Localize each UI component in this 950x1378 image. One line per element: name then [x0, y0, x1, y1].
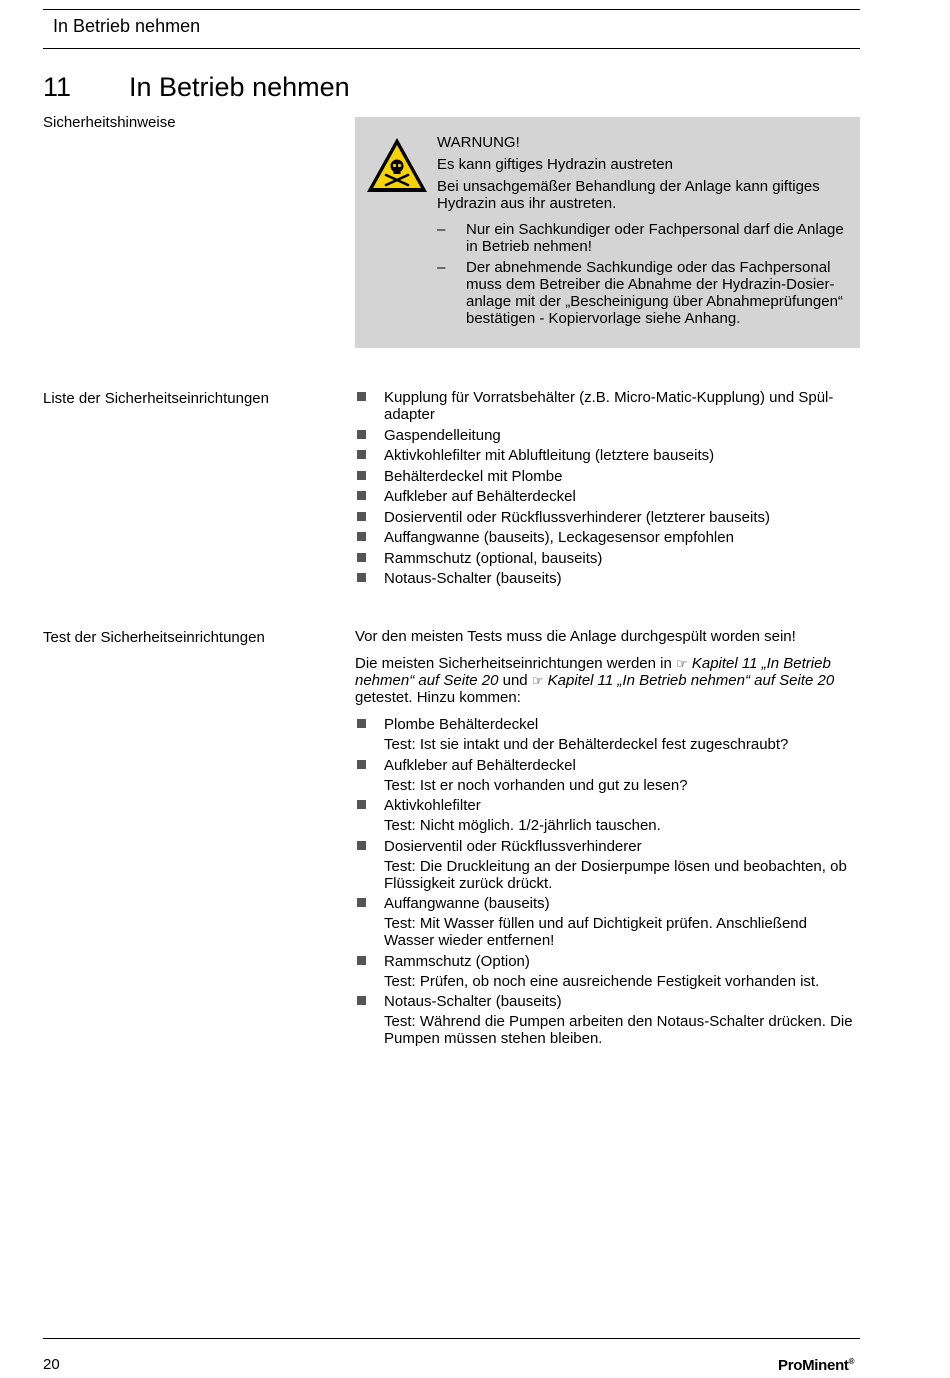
test-paragraph-start: Die meisten Sicherheitseinrichtungen werden in: [355, 655, 677, 672]
warning-item: – Nur ein Sachkundiger oder Fachpersonal darf die Anlage in Betrieb nehmen!: [437, 221, 847, 255]
test-item: [355, 716, 860, 753]
warning-signal-word: WARNUNG!: [437, 134, 520, 151]
list-item: Gaspendelleitung: [355, 427, 860, 444]
test-paragraph: [355, 655, 860, 706]
cross-reference-link[interactable]: Kapitel 11 „In Betrieb nehmen“ auf Seite 20: [355, 655, 831, 689]
logo-text: ProMinent: [778, 1357, 849, 1374]
test-item: [355, 838, 860, 892]
test-item-name: Dosierventil oder Rückflussverhinderer: [384, 837, 642, 855]
list-item: Auffangwanne (bauseits), Leckagesensor empfohlen: [355, 529, 860, 546]
warning-list: [437, 221, 847, 327]
test-intro: Vor den meisten Tests muss die Anlage durchgespült worden sein!: [355, 628, 796, 645]
warning-text: [437, 134, 847, 331]
warning-subtitle: Es kann giftiges Hydrazin austreten: [437, 156, 673, 173]
test-paragraph-end: getestet. Hinzu kommen:: [355, 689, 521, 706]
test-item-name: Notaus-Schalter (bauseits): [384, 993, 562, 1010]
section-label-safety-list: Liste der Sicherheitseinrichtungen: [43, 390, 269, 407]
list-item: Dosierventil oder Rückflussverhinderer (letzterer bauseits): [355, 509, 860, 526]
test-item: [355, 797, 860, 834]
section-label-safety-test: Test der Sicherheitseinrichtungen: [43, 629, 265, 646]
test-item-test: Test: Ist sie intakt und der Behälterdeckel fest zugeschraubt?: [384, 736, 789, 753]
test-item-name: Aufkleber auf Behälterdeckel: [384, 756, 576, 774]
section-label-safety-notes: Sicherheitshinweise: [43, 114, 176, 131]
cross-reference-icon: ☞: [531, 673, 544, 688]
list-item: Notaus-Schalter (bauseits): [355, 570, 860, 587]
safety-test-content: [355, 628, 860, 1051]
list-item: Behälterdeckel mit Plombe: [355, 468, 860, 485]
list-item: Kupplung für Vorratsbehälter (z.B. Micro-Matic-Kupplung) und Spüladapter: [355, 389, 860, 423]
list-item: Rammschutz (optional, bauseits): [355, 550, 860, 567]
test-item-test: Test: Während die Pumpen arbeiten den Notaus-Schalter drücken. Die Pumpen müssen stehen bleiben.: [384, 1013, 853, 1047]
test-item-test: Test: Prüfen, ob noch eine ausreichende Festigkeit vorhanden ist.: [384, 972, 820, 990]
test-item-test: Test: Ist er noch vorhanden und gut zu lesen?: [384, 776, 688, 794]
footer-rule: [43, 1338, 860, 1339]
test-item-test: Test: Die Druckleitung an der Dosierpumpe lösen und beobachten, ob Flüssigkeit zurück drückt.: [384, 857, 847, 892]
test-list: [355, 716, 860, 1047]
cross-reference-link[interactable]: Kapitel 11 „In Betrieb nehmen“ auf Seite 20: [547, 672, 835, 689]
test-item: [355, 993, 860, 1047]
list-item: Aufkleber auf Behälterdeckel: [355, 488, 860, 505]
warning-item: – Der abnehmende Sachkundige oder das Fachpersonal muss dem Betreiber die Abnahme der Hydrazin-Dosieranlage mit der „Bescheinigung über Abnahmeprüfungen“ bestätigen - Kopiervorlage siehe Anhang.: [437, 259, 847, 327]
cross-reference-icon: ☞: [676, 656, 688, 671]
toxic-hazard-icon: [364, 135, 430, 195]
chapter-number: 11: [43, 72, 72, 102]
test-item-name: Aktivkohlefilter: [384, 797, 481, 814]
running-header-title: In Betrieb nehmen: [53, 16, 201, 36]
test-item: [355, 953, 860, 990]
safety-list-content: [355, 389, 860, 591]
chapter-heading: [43, 72, 350, 103]
test-item-test: Test: Mit Wasser füllen und auf Dichtigkeit prüfen. Anschließend Wasser wieder entfernen!: [384, 915, 807, 949]
safety-device-list: [355, 389, 860, 587]
header-rule-top: [43, 9, 860, 10]
test-item-name: Auffangwanne (bauseits): [384, 895, 550, 912]
test-paragraph-and: und: [498, 672, 532, 689]
test-item: [355, 757, 860, 794]
warning-body: Bei unsachgemäßer Behandlung der Anlage kann giftiges Hydrazin aus ihr austreten.: [437, 178, 820, 212]
test-item-name: Plombe Behälterdeckel: [384, 716, 539, 733]
test-item-test: Test: Nicht möglich. 1/2-jährlich tauschen.: [384, 817, 661, 834]
test-item: [355, 895, 860, 949]
warning-box: [355, 117, 860, 348]
page-number: 20: [43, 1356, 60, 1373]
prominent-logo: [778, 1357, 854, 1374]
list-item: Aktivkohlefilter mit Abluftleitung (letztere bauseits): [355, 447, 860, 464]
test-item-name: Rammschutz (Option): [384, 952, 530, 970]
logo-registered-mark: ®: [848, 1357, 855, 1366]
chapter-title: In Betrieb nehmen: [129, 72, 350, 102]
header-rule-bottom: [43, 48, 860, 49]
